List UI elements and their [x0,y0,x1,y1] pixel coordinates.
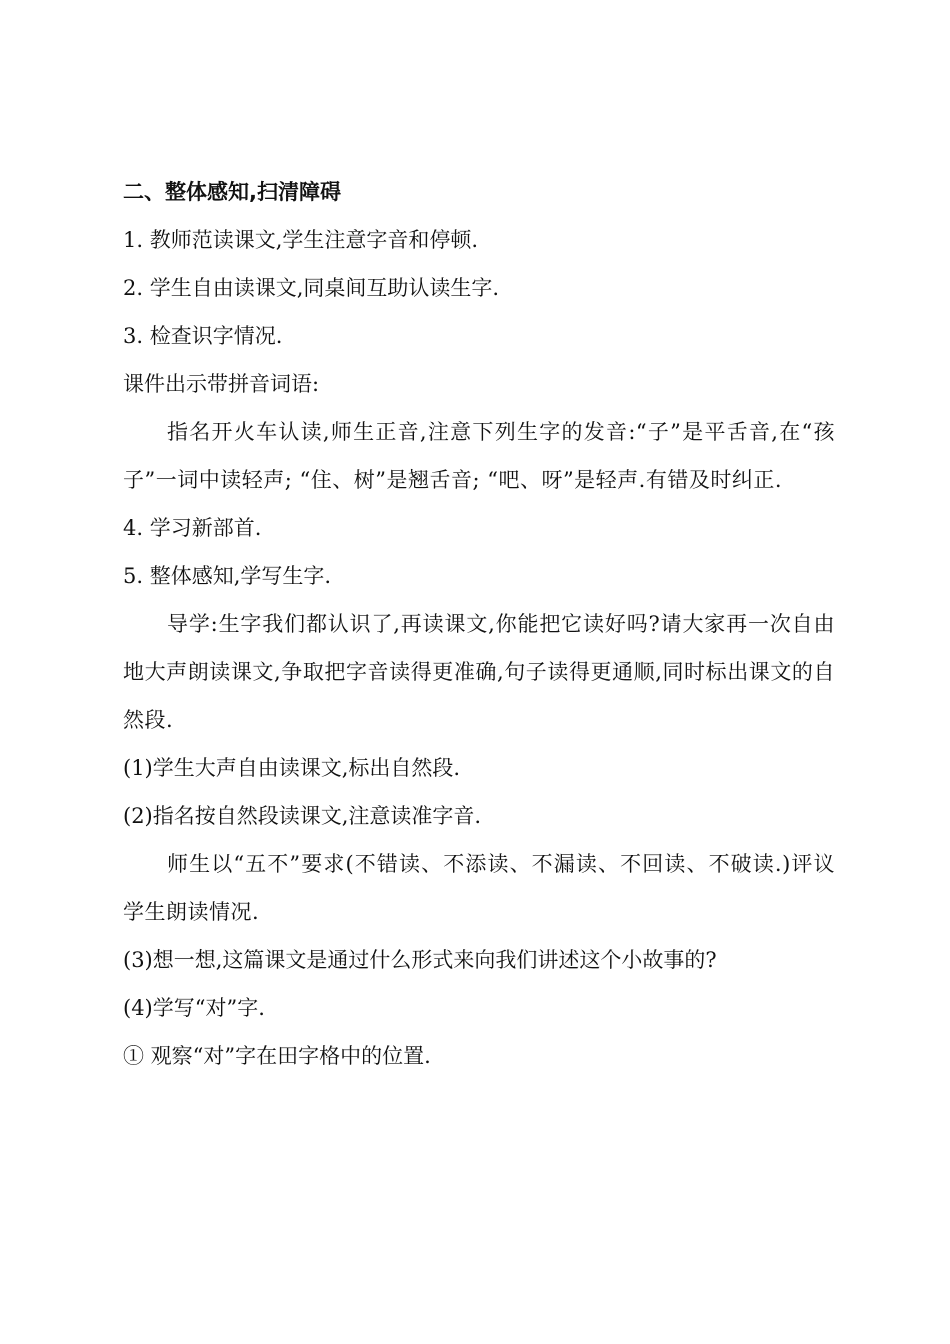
step-4: 4. 学习新部首. [123,516,262,540]
step-5: 5. 整体感知,学写生字. [123,564,332,588]
substep-3: (3)想一想,这篇课文是通过什么形式来向我们讲述这个小故事的? [123,948,717,972]
substep-1: (1)学生大声自由读课文,标出自然段. [123,756,461,780]
substep-2: (2)指名按自然段读课文,注意读准字音. [123,804,482,828]
evaluation-paragraph: 师生以“五不”要求(不错读、不添读、不漏读、不回读、不破读.)评议学生朗读情况. [123,852,835,924]
guided-reading-paragraph: 导学:生字我们都认识了,再读课文,你能把它读好吗?请大家再一次自由地大声朗读课文,争取把字音读得更准确,句子读得更通顺,同时标出课文的自然段. [123,612,835,732]
step-2: 2. 学生自由读课文,同桌间互助认读生字. [123,276,500,300]
section-heading: 二、整体感知,扫清障碍 [123,180,341,204]
substep-4: (4)学写“对”字. [123,996,265,1020]
observe-step: ① 观察“对”字在田字格中的位置. [123,1044,431,1068]
step-3: 3. 检查识字情况. [123,324,283,348]
step-1: 1. 教师范读课文,学生注意字音和停顿. [123,228,479,252]
document-body [123,168,835,1080]
courseware-note: 课件出示带拼音词语: [123,372,320,396]
pronunciation-paragraph: 指名开火车认读,师生正音,注意下列生字的发音:“子”是平舌音,在“孩子”一词中读轻声; “住、树”是翘舌音; “吧、呀”是轻声.有错及时纠正. [123,420,835,492]
